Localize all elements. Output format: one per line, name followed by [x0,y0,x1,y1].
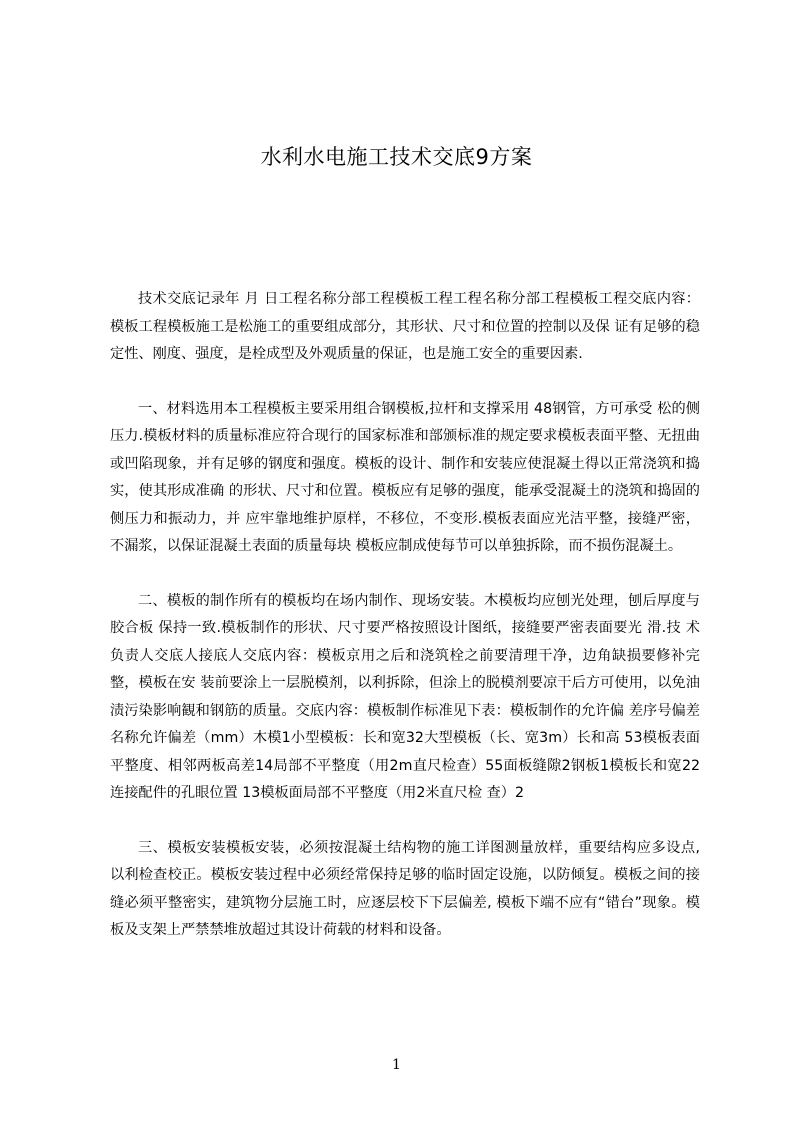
page-number: 1 [392,1057,401,1073]
paragraph-intro: 技术交底记录年 月 日工程名称分部工程模板工程工程名称分部工程模板工程交底内容： 模板工程模板施工是松施工的重要组成部分，其形状、尺寸和位置的控制以及保 证有足够的稳定性、刚度、强度，是栓成型及外观质量的保证，也是施工安全的重要因素. [110,291,700,362]
document-title: 水利水电施工技术交底9方案 [260,145,533,169]
paragraph-fabrication: 二、模板的制作所有的模板均在场内制作、现场安装。木模板均应刨光处理，刨后厚度与胶合板 保持一致.模板制作的形状、尺寸要严格按照设计图纸，接缝要严密表面要光 滑.技 术 负责人交底人接底人交底内容：模板京用之后和浇筑栓之前要清理干净，边角缺损要修补完整，模板在安 装前要涂上一层脱模剂，以利拆除，但涂上的脱模剂要凉干后方可使用，以免油 渍污染影响観和钢筋的质量。交底内容：模板制作标准见下表：模板制作的允许偏 差序号偏差名称允许偏差（mm）木模1小型模板：长和宽32大型模板（长、宽3m）长和高 53模板表面平整度、相邻两板高差14局部不平整度（用2m直尺检查）55面板缝隙2钢板1模板长和宽22连接配件的孔眼位置 13模板面局部不平整度（用2米直尺检 查）2 [110,592,700,801]
paragraph-materials: 一、材料选用本工程模板主要采用组合钢模板,拉杆和支撑采用 48钢管，方可承受 松的侧压力.模板材料的质量标准应符合现行的国家标准和部颁标准的规定要求模板表面平整、无扭曲或凹陷现象，并有足够的钢度和强度。模板的设计、制作和安装应使混凝土得以正常浇筑和捣实，使其形成准确 的形状、尺寸和位置。模板应有足够的强度，能承受混凝土的浇筑和捣固的侧压力和振动力，并 应牢靠地维护原样，不移位，不变形.模板表面应光洁平整，接缝严密，不漏浆，以保证混凝土表面的质量每块 模板应制成使每节可以单独拆除，而不损伤混凝土。 [110,400,700,554]
document-body [110,286,700,972]
paragraph-installation: 三、模板安装模板安装，必须按混凝土结构物的施工详图测量放样，重要结构应多设点, 以利检查校正。模板安装过程中必须经常保持足够的临时固定设施，以防倾复。模板之间的接缝必须平整密实，建筑物分层施工时，应逐层校下下层偏差, 模板下端不应有“错台”现象。模板及支架上严禁禁堆放超过其设计荷载的材料和设备。 [110,839,700,938]
